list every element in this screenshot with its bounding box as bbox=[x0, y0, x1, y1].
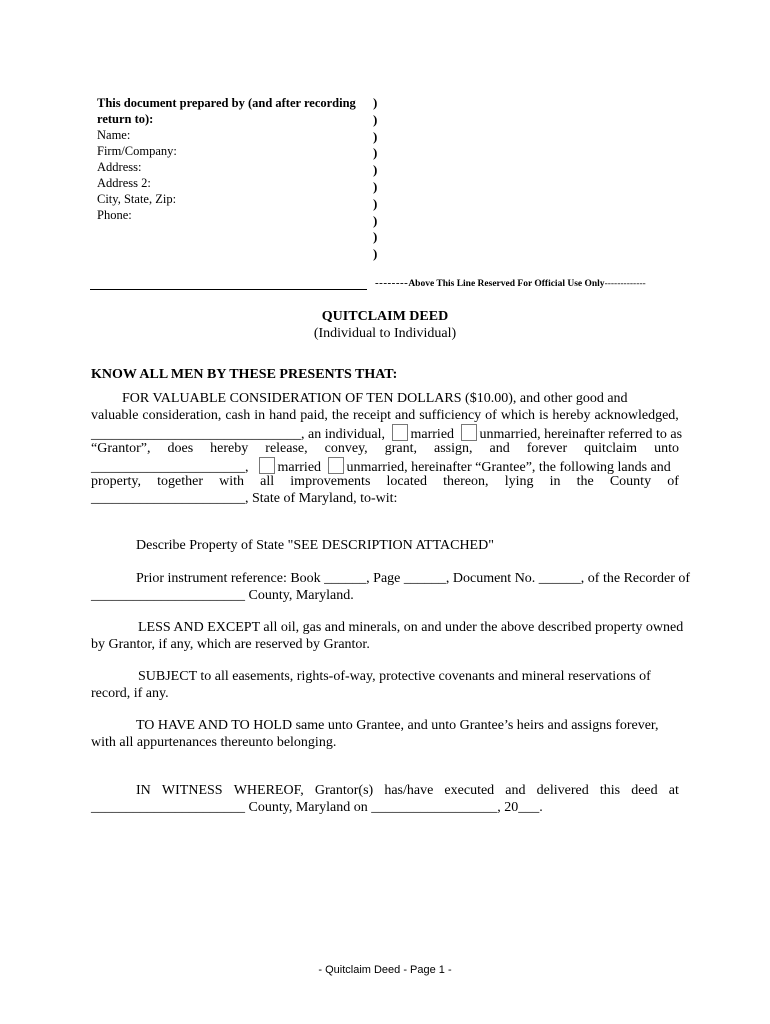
word: WHEREOF, bbox=[233, 783, 304, 798]
grantee-name-blank: ______________________, bbox=[91, 460, 249, 476]
word: this bbox=[599, 783, 621, 798]
official-use-text: Above This Line Reserved For Official Use Only bbox=[408, 279, 605, 289]
word: IN bbox=[136, 783, 151, 798]
paragraph-line: by Grantor, if any, which are reserved by Grantor. bbox=[91, 636, 370, 652]
word: Grantor(s) bbox=[314, 783, 374, 798]
word: valuable bbox=[91, 407, 139, 423]
word: is bbox=[539, 407, 549, 423]
bracket-mark: ) bbox=[373, 195, 378, 211]
document-title: QUITCLAIM DEED bbox=[321, 309, 449, 324]
word: hereby bbox=[210, 440, 249, 456]
grantor-married-checkbox[interactable] bbox=[392, 424, 408, 441]
word: assign, bbox=[433, 440, 473, 456]
word: convey, bbox=[324, 440, 368, 456]
word: the bbox=[331, 407, 349, 423]
bracket-mark: ) bbox=[373, 162, 378, 178]
bracket-column bbox=[373, 95, 377, 263]
paragraph-line: Describe Property of State "SEE DESCRIPTION ATTACHED" bbox=[136, 538, 494, 553]
unmarried-label: unmarried, hereinafter referred to as bbox=[479, 427, 683, 443]
paragraph-line: SUBJECT to all easements, rights-of-way, protective covenants and mineral reservations of bbox=[138, 669, 651, 684]
preparer-address2-label: Address 2: bbox=[97, 176, 151, 190]
word: together bbox=[157, 473, 204, 489]
word: cash bbox=[225, 407, 251, 423]
word: hand bbox=[269, 407, 297, 423]
word: deed bbox=[631, 783, 658, 798]
preparer-firm-label: Firm/Company: bbox=[97, 144, 177, 158]
paragraph-line: FOR VALUABLE CONSIDERATION OF TEN DOLLARS ($10.00), and other good and bbox=[122, 391, 628, 406]
preparer-heading-line2: return to): bbox=[97, 112, 154, 126]
word: “Grantor”, bbox=[91, 440, 151, 456]
word: unto bbox=[654, 440, 679, 456]
word: release, bbox=[265, 440, 308, 456]
word: consideration, bbox=[142, 407, 222, 423]
page-footer: - Quitclaim Deed - Page 1 - bbox=[318, 964, 452, 976]
paragraph-line: ______________________, State of Maryland, to-wit: bbox=[91, 490, 398, 506]
bracket-mark: ) bbox=[373, 178, 378, 194]
married-label: married bbox=[277, 460, 322, 476]
word: thereon, bbox=[443, 473, 489, 489]
bracket-mark: ) bbox=[373, 128, 378, 144]
grantee-unmarried-checkbox[interactable] bbox=[328, 457, 344, 474]
paragraph-line bbox=[91, 474, 679, 491]
preparer-city-state-zip-label: City, State, Zip: bbox=[97, 192, 177, 206]
bracket-mark: ) bbox=[373, 95, 378, 110]
official-use-dashes-right: ------------- bbox=[604, 279, 646, 289]
preparer-block bbox=[97, 95, 367, 223]
word: and bbox=[505, 783, 526, 798]
word: in bbox=[549, 473, 561, 489]
word: improvements bbox=[290, 473, 371, 489]
word: and bbox=[489, 440, 510, 456]
consideration-paragraph bbox=[91, 391, 683, 507]
word: paid, bbox=[300, 407, 328, 423]
bracket-mark: ) bbox=[373, 212, 378, 228]
word: located bbox=[386, 473, 427, 489]
preparer-address-label: Address: bbox=[97, 160, 142, 174]
paragraph-line: Prior instrument reference: Book ______, Page ______, Document No. ______, of the Recorder of bbox=[136, 571, 691, 586]
word: sufficiency bbox=[419, 407, 482, 423]
word: all bbox=[260, 473, 275, 489]
word: forever bbox=[526, 440, 568, 456]
witness-paragraph bbox=[91, 783, 679, 816]
paragraph-line bbox=[91, 441, 679, 458]
document-subtitle: (Individual to Individual) bbox=[313, 326, 457, 341]
word: executed bbox=[444, 783, 495, 798]
word: lying bbox=[504, 473, 534, 489]
word: has/have bbox=[384, 783, 434, 798]
bracket-mark: ) bbox=[373, 145, 378, 161]
property-description bbox=[91, 538, 679, 555]
know-all-men-heading: KNOW ALL MEN BY THESE PRESENTS THAT: bbox=[91, 367, 398, 382]
word: property, bbox=[91, 473, 142, 489]
word: grant, bbox=[384, 440, 417, 456]
word: does bbox=[167, 440, 194, 456]
paragraph-line: LESS AND EXCEPT all oil, gas and minerals, on and under the above described property owned bbox=[138, 620, 684, 635]
less-and-except-paragraph bbox=[91, 620, 684, 653]
word: with bbox=[219, 473, 245, 489]
habendum-paragraph bbox=[91, 718, 679, 751]
paragraph-line: ______________________ County, Maryland. bbox=[91, 587, 354, 603]
bracket-mark: ) bbox=[373, 229, 378, 245]
official-use-notice bbox=[375, 277, 646, 289]
paragraph-line: ______________________ County, Maryland on __________________, 20___. bbox=[91, 799, 543, 815]
bracket-mark: ) bbox=[373, 111, 378, 127]
grantor-unmarried-checkbox[interactable] bbox=[461, 424, 477, 441]
unmarried-label: unmarried, hereinafter “Grantee”, the following lands and bbox=[346, 460, 671, 476]
paragraph-line bbox=[91, 424, 683, 443]
word: County bbox=[609, 473, 652, 489]
paragraph-line: record, if any. bbox=[91, 685, 169, 701]
word: of bbox=[485, 407, 497, 423]
prior-instrument-paragraph bbox=[91, 571, 691, 604]
word: delivered bbox=[536, 783, 589, 798]
paragraph-line bbox=[91, 408, 679, 425]
paragraph-line bbox=[91, 457, 679, 474]
word: WITNESS bbox=[161, 783, 223, 798]
grantor-name-blank: ______________________________, an individual, bbox=[91, 427, 385, 443]
word: which bbox=[500, 407, 536, 423]
word: hereby bbox=[552, 407, 591, 423]
subject-to-paragraph bbox=[91, 669, 679, 702]
word: of bbox=[667, 473, 679, 489]
word: receipt bbox=[352, 407, 392, 423]
word: in bbox=[254, 407, 266, 423]
word: quitclaim bbox=[584, 440, 638, 456]
recording-separator-line bbox=[90, 289, 367, 290]
paragraph-line bbox=[91, 783, 679, 800]
grantee-married-checkbox[interactable] bbox=[259, 457, 275, 474]
preparer-heading-line1: This document prepared by (and after recording bbox=[97, 96, 356, 110]
preparer-phone-label: Phone: bbox=[97, 208, 132, 222]
word: acknowledged, bbox=[594, 407, 679, 423]
married-label: married bbox=[410, 427, 455, 443]
bracket-mark: ) bbox=[373, 246, 378, 262]
paragraph-line: TO HAVE AND TO HOLD same unto Grantee, and unto Grantee’s heirs and assigns forever, bbox=[136, 718, 659, 733]
word: and bbox=[395, 407, 416, 423]
paragraph-line: with all appurtenances thereunto belonging. bbox=[91, 734, 337, 750]
official-use-dashes-left: -------- bbox=[375, 277, 409, 289]
word: at bbox=[668, 783, 679, 798]
preparer-name-label: Name: bbox=[97, 128, 131, 142]
word: the bbox=[576, 473, 594, 489]
